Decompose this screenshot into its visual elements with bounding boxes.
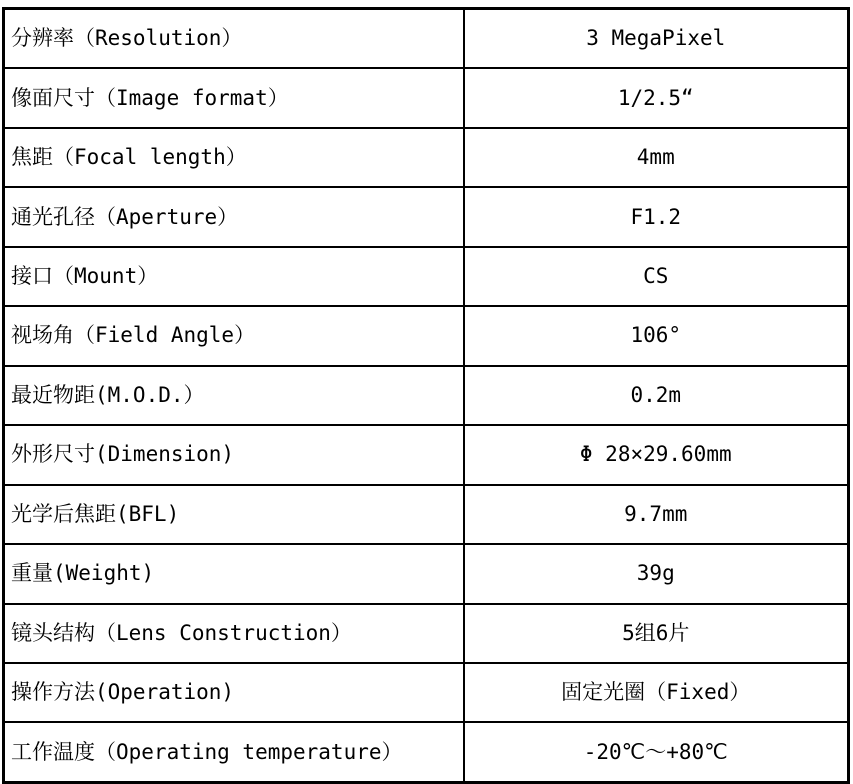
spec-value-mod: 0.2m <box>464 366 849 425</box>
spec-value-resolution: 3 MegaPixel <box>464 9 849 69</box>
spec-label-resolution: 分辨率（Resolution） <box>4 9 464 69</box>
spec-label-mount: 接口（Mount） <box>4 247 464 306</box>
table-row <box>4 485 849 544</box>
table-row <box>4 544 849 603</box>
spec-label-mod: 最近物距(M.O.D.） <box>4 366 464 425</box>
spec-value-dimension: Φ 28×29.60mm <box>464 425 849 484</box>
spec-label-aperture: 通光孔径（Aperture） <box>4 187 464 246</box>
table-row <box>4 68 849 127</box>
table-row <box>4 604 849 663</box>
lens-spec-table <box>2 7 850 784</box>
spec-value-aperture: F1.2 <box>464 187 849 246</box>
table-row <box>4 128 849 187</box>
spec-label-bfl: 光学后焦距(BFL) <box>4 485 464 544</box>
spec-value-field-angle: 106° <box>464 306 849 365</box>
spec-label-operation: 操作方法(Operation) <box>4 663 464 722</box>
spec-label-weight: 重量(Weight) <box>4 544 464 603</box>
spec-label-image-format: 像面尺寸（Image format） <box>4 68 464 127</box>
spec-label-operating-temperature: 工作温度（Operating temperature） <box>4 722 464 782</box>
spec-label-lens-construction: 镜头结构（Lens Construction） <box>4 604 464 663</box>
table-row <box>4 9 849 69</box>
table-row <box>4 425 849 484</box>
spec-value-focal-length: 4mm <box>464 128 849 187</box>
spec-value-operating-temperature: -20℃～+80℃ <box>464 722 849 782</box>
table-row <box>4 663 849 722</box>
table-row <box>4 247 849 306</box>
spec-value-mount: CS <box>464 247 849 306</box>
spec-value-operation: 固定光圈（Fixed） <box>464 663 849 722</box>
spec-value-image-format: 1/2.5“ <box>464 68 849 127</box>
table-row <box>4 366 849 425</box>
spec-label-focal-length: 焦距（Focal length） <box>4 128 464 187</box>
spec-value-weight: 39g <box>464 544 849 603</box>
spec-value-lens-construction: 5组6片 <box>464 604 849 663</box>
table-row <box>4 306 849 365</box>
spec-label-field-angle: 视场角（Field Angle） <box>4 306 464 365</box>
table-row <box>4 187 849 246</box>
table-row <box>4 722 849 782</box>
spec-value-bfl: 9.7mm <box>464 485 849 544</box>
spec-label-dimension: 外形尺寸(Dimension) <box>4 425 464 484</box>
